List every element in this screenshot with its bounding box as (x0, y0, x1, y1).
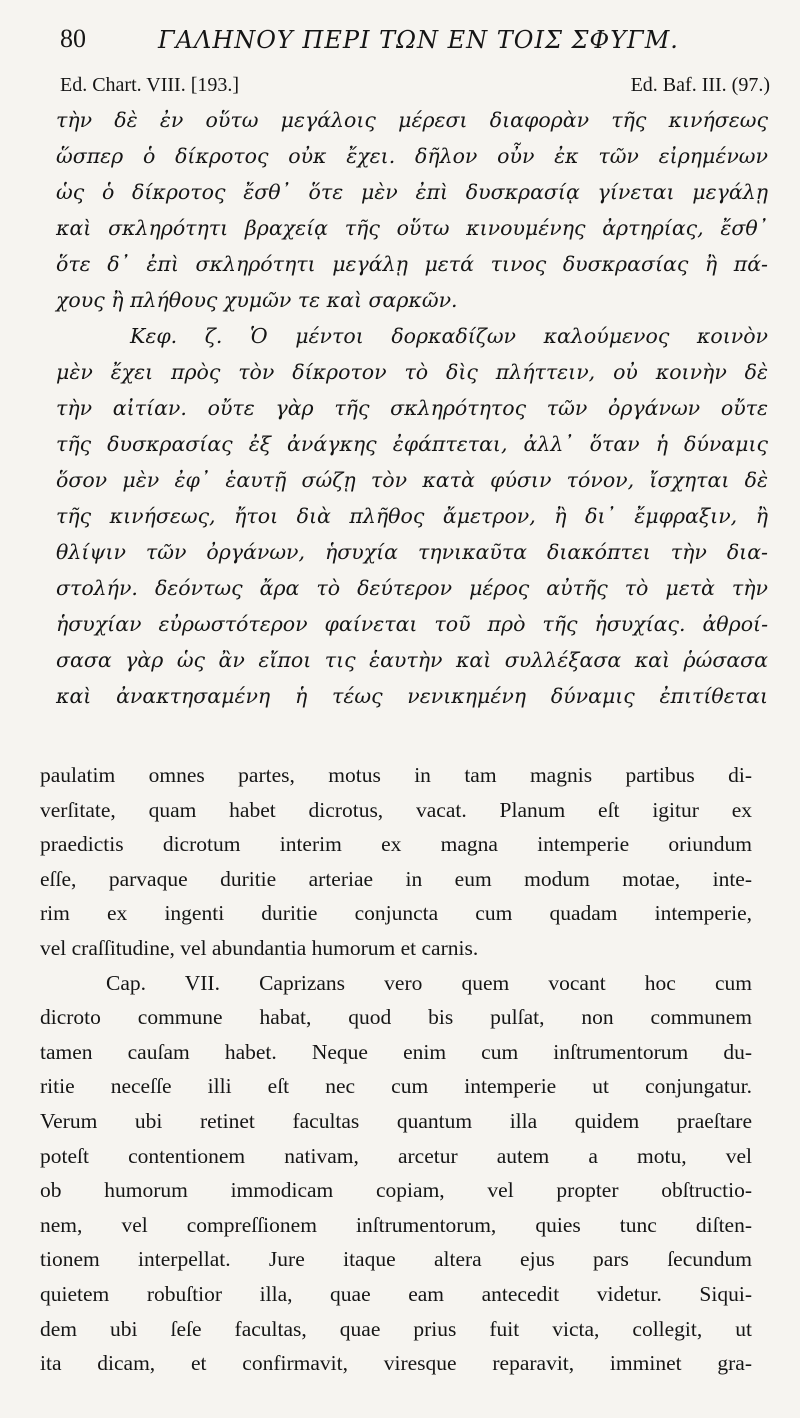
running-title: ΓΑΛΗΝΟΥ ΠΕΡΙ ΤΩΝ ΕΝ ΤΟΙΣ ΣΦΥΓΜ. (158, 26, 679, 54)
latin-line: praedictis dicrotum interim ex magna intemperie oriundum (40, 832, 752, 857)
greek-line: καὶ ἀνακτησαμένη ἡ τέως νενικημένη δύναμις ἐπιτίθεται (56, 684, 768, 708)
latin-line: paulatim omnes partes, motus in tam magnis partibus di- (40, 763, 752, 787)
greek-text-block (56, 102, 768, 714)
latin-line: ita dicam, et confirmavit, viresque reparavit, imminet gra- (40, 1351, 752, 1376)
greek-line: στολήν. δεόντως ἄρα τὸ δεύτερον μέρος αὐτῆς τὸ μετὰ τὴν (56, 576, 768, 600)
greek-line: ἡσυχίαν εὐρωστότερον φαίνεται τοῦ πρὸ τῆς ἡσυχίας. ἀθροί- (56, 612, 768, 636)
latin-line: quietem robuſtior illa, quae eam antecedit videtur. Siqui- (40, 1281, 752, 1306)
latin-line: poteſt contentionem nativam, arcetur autem a motu, vel (40, 1143, 752, 1168)
latin-line: eſſe, parvaque duritie arteriae in eum modum motae, inte- (40, 866, 752, 891)
latin-line: verſitate, quam habet dicrotus, vacat. Planum eſt igitur ex (40, 797, 752, 822)
greek-line: τὴν δὲ ἐν οὕτω μεγάλοις μέρεσι διαφορὰν τῆς κινήσεως (56, 108, 768, 132)
greek-line: τῆς δυσκρασίας ἐξ ἀνάγκης ἐφάπτεται, ἀλλ᾽ ὅταν ἡ δύναμις (56, 432, 768, 456)
page-number: 80 (60, 24, 86, 53)
latin-line: ritie neceſſe illi eſt nec cum intemperie ut conjungatur. (40, 1074, 752, 1099)
edition-chart-ref: Ed. Chart. VIII. [193.] (60, 74, 240, 96)
latin-line: dicroto commune habat, quod bis pulſat, non communem (40, 1005, 752, 1030)
greek-line: ὅτε δ᾽ ἐπὶ σκληρότητι μεγάλῃ μετά τινος δυσκρασίας ἢ πά- (56, 252, 768, 276)
greek-line: ὡς ὁ δίκροτος ἔσθ᾽ ὅτε μὲν ἐπὶ δυσκρασίᾳ γίνεται μεγάλῃ (56, 180, 768, 204)
latin-line: rim ex ingenti duritie conjuncta cum quadam intemperie, (40, 901, 752, 926)
greek-line: θλίψιν τῶν ὀργάνων, ἡσυχία τηνικαῦτα διακόπτει τὴν δια- (56, 540, 768, 564)
latin-line: dem ubi ſeſe facultas, quae prius fuit victa, collegit, ut (40, 1316, 752, 1341)
page-header (60, 24, 760, 64)
latin-line: tionem interpellat. Jure itaque altera ejus pars ſecundum (40, 1247, 752, 1272)
latin-line: vel craſſitudine, vel abundantia humorum et carnis. (40, 935, 479, 960)
greek-line: σασα γὰρ ὡς ἂν εἴποι τις ἑαυτὴν καὶ συλλέξασα καὶ ῥώσασα (56, 648, 768, 672)
latin-line: tamen cauſam habet. Neque enim cum inſtrumentorum du- (40, 1039, 752, 1064)
greek-line: καὶ σκληρότητι βραχείᾳ τῆς οὕτω κινουμένης ἀρτηρίας, ἔσθ᾽ (56, 216, 768, 240)
edition-basel-ref: Ed. Baf. III. (97.) (630, 74, 770, 96)
edition-reference-line (60, 74, 770, 100)
greek-line: χους ἢ πλήθους χυμῶν τε καὶ σαρκῶν. (56, 288, 458, 312)
latin-line: nem, vel compreſſionem inſtrumentorum, quies tunc diſten- (40, 1212, 752, 1237)
latin-text-block (40, 758, 752, 1381)
greek-line: ὥσπερ ὁ δίκροτος οὐκ ἔχει. δῆλον οὖν ἐκ τῶν εἰρημένων (56, 144, 768, 168)
latin-chapter-heading-line: Cap. VII. Caprizans vero quem vocant hoc cum (106, 970, 752, 995)
latin-line: Verum ubi retinet facultas quantum illa quidem praeſtare (40, 1108, 752, 1133)
greek-line: μὲν ἔχει πρὸς τὸν δίκροτον τὸ δὶς πλήττειν, οὐ κοινὴν δὲ (56, 360, 768, 384)
greek-line: τῆς κινήσεως, ἤτοι διὰ πλῆθος ἄμετρον, ἢ δι᾽ ἔμφραξιν, ἢ (56, 504, 768, 528)
latin-line: ob humorum immodicam copiam, vel propter obſtructio- (40, 1178, 752, 1203)
greek-line: τὴν αἰτίαν. οὔτε γὰρ τῆς σκληρότητος τῶν ὀργάνων οὔτε (56, 396, 768, 420)
greek-chapter-heading-line: Κεφ. ζ. Ὁ μέντοι δορκαδίζων καλούμενος κοινὸν (130, 324, 768, 348)
greek-line: ὅσον μὲν ἐφ᾽ ἑαυτῇ σώζῃ τὸν κατὰ φύσιν τόνον, ἴσχηται δὲ (56, 468, 768, 492)
